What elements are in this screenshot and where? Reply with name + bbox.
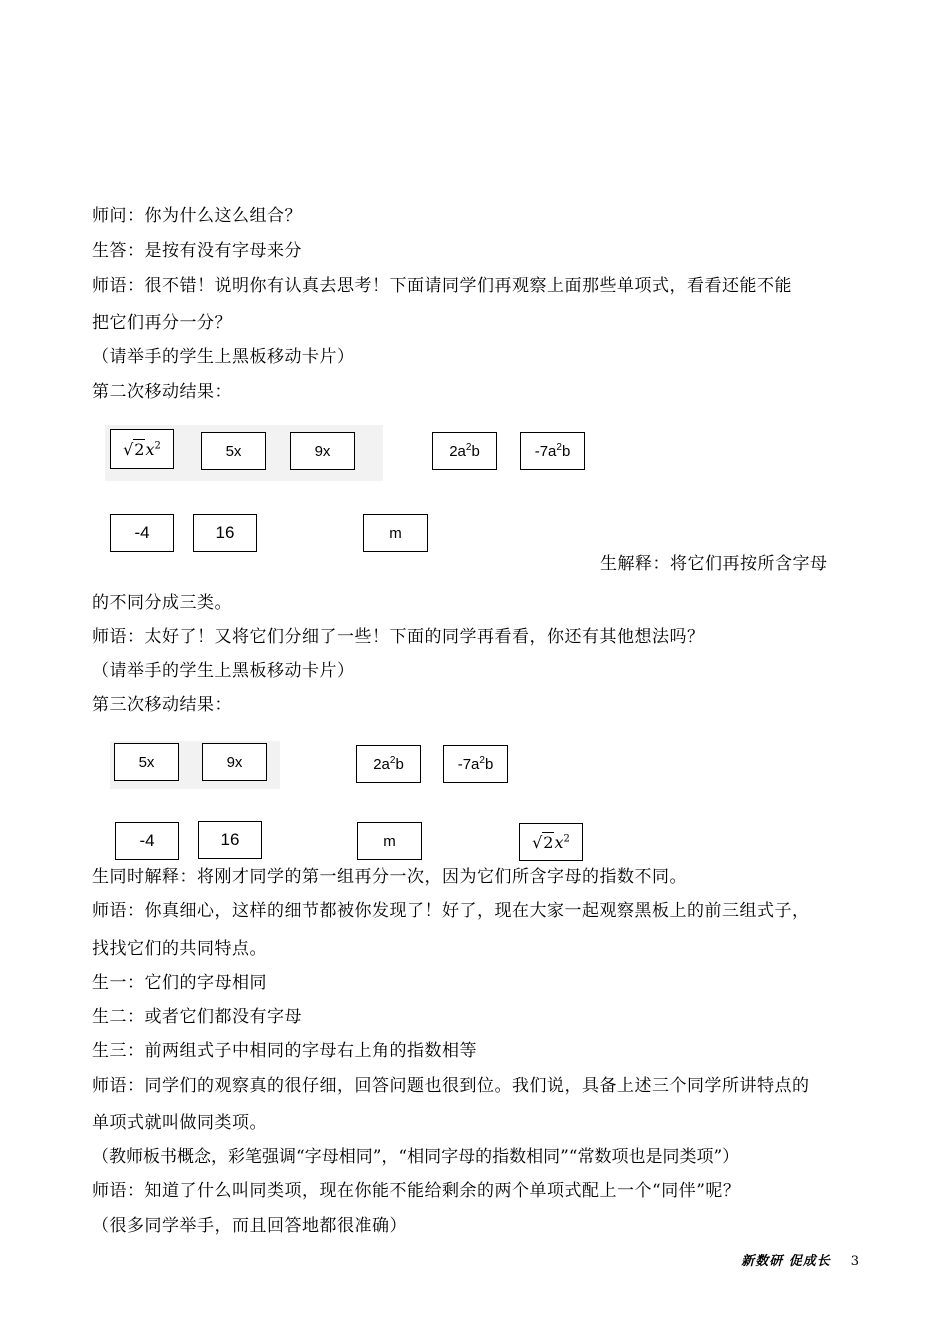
text-line: 生答：是按有没有字母来分 — [92, 241, 302, 261]
text-line: 师语：很不错！说明你有认真去思考！下面请同学们再观察上面那些单项式，看看还能不能 — [92, 276, 792, 296]
card-label: 5x — [225, 442, 242, 460]
card-label: $-7a^2b$ — [534, 442, 571, 460]
text-line: 师问：你为什么这么组合？ — [92, 206, 302, 226]
text-line: 把它们再分一分？ — [92, 313, 232, 333]
text-line: 师语：同学们的观察真的很仔细，回答问题也很到位。我们说，具备上述三个同学所讲特点的 — [92, 1076, 810, 1096]
text-line: 的不同分成三类。 — [92, 593, 232, 613]
card-2a2b[interactable] — [356, 745, 421, 783]
card-neg7a2b[interactable] — [520, 432, 585, 470]
text-line: 单项式就叫做同类项。 — [92, 1113, 267, 1133]
card-neg4[interactable] — [110, 514, 174, 552]
card-neg4[interactable] — [115, 822, 179, 860]
card-label: 9x — [314, 442, 331, 460]
page-number: 3 — [850, 1254, 860, 1269]
text-line: 找找它们的共同特点。 — [92, 939, 267, 959]
card-16[interactable] — [198, 821, 262, 859]
text-line: 第二次移动结果： — [92, 382, 232, 402]
text-line: 生同时解释：将刚才同学的第一组再分一次，因为它们所含字母的指数不同。 — [92, 867, 687, 887]
sqrt-expression: $√2x^2$ — [532, 832, 570, 852]
text-line: （很多同学举手，而且回答地都很准确） — [92, 1216, 407, 1236]
text-line: 师语：太好了！又将它们分细了一些！下面的同学再看看，你还有其他想法吗？ — [92, 627, 705, 647]
card-9x[interactable] — [290, 432, 355, 470]
card-2a2b[interactable] — [432, 432, 497, 470]
card-label: 16 — [215, 523, 235, 542]
text-line: （请举手的学生上黑板移动卡片） — [92, 347, 355, 367]
card-label: $2a^2b$ — [373, 755, 404, 773]
card-label: m — [389, 524, 402, 542]
card-5x[interactable] — [114, 743, 179, 781]
card-neg7a2b[interactable] — [443, 745, 508, 783]
text-line: 生二：或者它们都没有字母 — [92, 1007, 302, 1027]
card-9x[interactable] — [202, 743, 267, 781]
text-line: 生三：前两组式子中相同的字母右上角的指数相等 — [92, 1041, 477, 1061]
card-m[interactable] — [357, 822, 422, 860]
card-label: m — [383, 832, 396, 850]
text-line: 师语：你真细心，这样的细节都被你发现了！好了，现在大家一起观察黑板上的前三组式子， — [92, 901, 810, 921]
text-line: 生一：它们的字母相同 — [92, 973, 267, 993]
sqrt-expression: $√2x^2$ — [123, 439, 161, 459]
text-line: 生解释：将它们再按所含字母 — [600, 554, 828, 574]
card-label: 5x — [138, 753, 155, 771]
card-m[interactable] — [363, 514, 428, 552]
text-line: （教师板书概念，彩笔强调“字母相同”，“相同字母的指数相同”“常数项也是同类项”） — [92, 1147, 740, 1167]
text-line: （请举手的学生上黑板移动卡片） — [92, 661, 355, 681]
card-5x[interactable] — [201, 432, 266, 470]
text-line: 第三次移动结果： — [92, 695, 232, 715]
card-label: 16 — [220, 830, 240, 849]
card-label: $-7a^2b$ — [457, 755, 494, 773]
page-footer — [741, 1250, 860, 1269]
card-16[interactable] — [193, 514, 257, 552]
card-label: -4 — [134, 523, 150, 542]
card-label: -4 — [139, 831, 155, 850]
footer-slogan: 新数研 促成长 — [741, 1254, 831, 1269]
card-label: 9x — [226, 753, 243, 771]
text-line: 师语：知道了什么叫同类项，现在你能不能给剩余的两个单项式配上一个“同伴”呢？ — [92, 1181, 741, 1201]
card-sqrt2-x2[interactable] — [110, 429, 174, 469]
card-sqrt2-x2[interactable] — [519, 823, 583, 861]
card-label: $2a^2b$ — [449, 442, 480, 460]
